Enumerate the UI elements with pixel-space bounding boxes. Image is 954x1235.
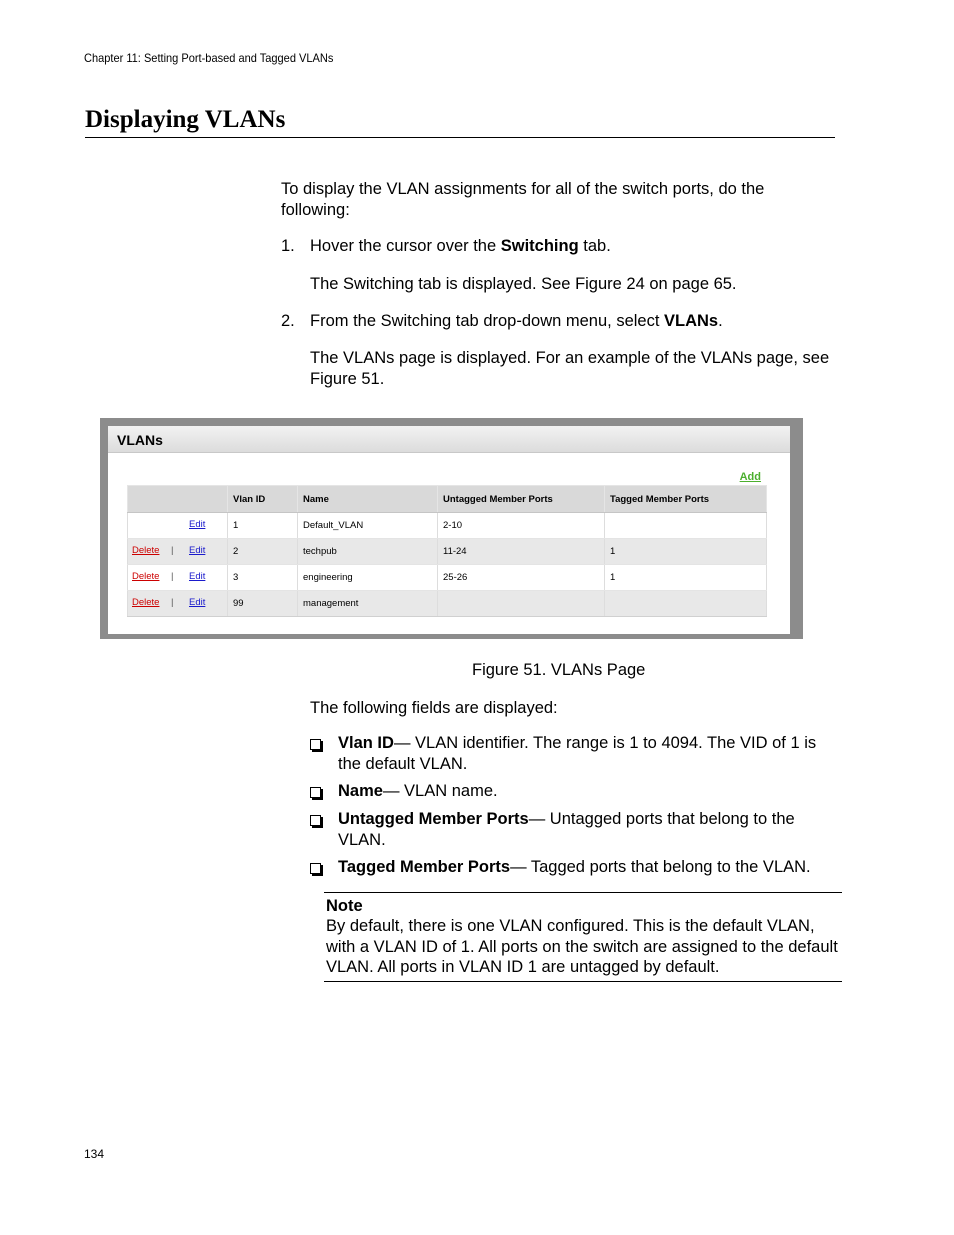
step-text: From the Switching tab drop-down menu, select VLANs. xyxy=(310,312,723,330)
vlans-panel xyxy=(108,426,790,634)
vlan-id-cell: 99 xyxy=(228,591,298,617)
checkbox-bullet-icon xyxy=(310,787,321,798)
vlan-id-cell: 1 xyxy=(228,513,298,539)
name-cell: Default_VLAN xyxy=(298,513,438,539)
note-title: Note xyxy=(326,897,363,915)
name-cell: engineering xyxy=(298,565,438,591)
field-item-tagged xyxy=(310,857,840,878)
field-item-vlan-id xyxy=(310,733,840,774)
fields-intro: The following fields are displayed: xyxy=(310,699,558,717)
column-header-name: Name xyxy=(298,486,438,513)
chapter-header: Chapter 11: Setting Port-based and Tagged VLANs xyxy=(84,51,334,65)
tagged-cell xyxy=(605,591,767,617)
edit-link[interactable]: Edit xyxy=(189,571,206,582)
checkbox-bullet-icon xyxy=(310,739,321,750)
field-item-untagged xyxy=(310,809,840,850)
note-box xyxy=(324,892,842,982)
vlan-table xyxy=(127,485,767,617)
actions-cell xyxy=(128,539,228,565)
delete-link[interactable]: Delete xyxy=(132,545,160,556)
link-separator: | xyxy=(171,571,174,582)
vlan-id-cell: 3 xyxy=(228,565,298,591)
note-text: By default, there is one VLAN configured. This is the default VLAN, with a VLAN ID of 1. All ports on the switch are assigned to the default VLAN. All ports in VLAN ID 1 are untagged by default. xyxy=(326,917,838,976)
tagged-cell xyxy=(605,513,767,539)
figure-caption: Figure 51. VLANs Page xyxy=(472,661,646,679)
link-separator: | xyxy=(171,597,174,608)
tagged-cell: 1 xyxy=(605,539,767,565)
untagged-cell: 11-24 xyxy=(438,539,605,565)
untagged-cell xyxy=(438,591,605,617)
vlans-figure xyxy=(100,418,803,639)
table-row xyxy=(128,539,767,565)
column-header-vlan-id: Vlan ID xyxy=(228,486,298,513)
page-number: 134 xyxy=(84,1147,105,1161)
checkbox-bullet-icon xyxy=(310,863,321,874)
column-header-untagged: Untagged Member Ports xyxy=(438,486,605,513)
intro-paragraph: To display the VLAN assignments for all of the switch ports, do the following: xyxy=(281,180,765,219)
name-cell: techpub xyxy=(298,539,438,565)
field-text: Untagged Member Ports— Untagged ports that belong to the VLAN. xyxy=(338,810,795,849)
step-number: 1. xyxy=(281,237,295,255)
field-text: Name— VLAN name. xyxy=(338,782,498,800)
step-2 xyxy=(281,311,841,332)
untagged-cell: 2-10 xyxy=(438,513,605,539)
delete-link[interactable]: Delete xyxy=(132,571,160,582)
column-header-tagged: Tagged Member Ports xyxy=(605,486,767,513)
actions-cell xyxy=(128,591,228,617)
vlan-id-cell: 2 xyxy=(228,539,298,565)
panel-title-bar xyxy=(108,426,790,453)
edit-link[interactable]: Edit xyxy=(189,597,206,608)
actions-cell xyxy=(128,513,228,539)
actions-cell xyxy=(128,565,228,591)
table-row xyxy=(128,591,767,617)
step-1-result: The Switching tab is displayed. See Figure 24 on page 65. xyxy=(310,275,737,293)
step-text: Hover the cursor over the Switching tab. xyxy=(310,237,611,255)
field-text: Tagged Member Ports— Tagged ports that belong to the VLAN. xyxy=(338,858,811,876)
table-row xyxy=(128,565,767,591)
edit-link[interactable]: Edit xyxy=(189,545,206,556)
panel-title: VLANs xyxy=(117,432,163,448)
section-title: Displaying VLANs xyxy=(85,106,835,138)
step-1 xyxy=(281,236,841,257)
name-cell: management xyxy=(298,591,438,617)
step-2-result: The VLANs page is displayed. For an example of the VLANs page, see Figure 51. xyxy=(310,349,830,388)
add-link[interactable]: Add xyxy=(739,471,761,483)
column-header-actions xyxy=(128,486,228,513)
delete-link[interactable]: Delete xyxy=(132,597,160,608)
table-header-row xyxy=(128,486,767,513)
table-row xyxy=(128,513,767,539)
link-separator: | xyxy=(171,545,174,556)
edit-link[interactable]: Edit xyxy=(189,519,206,530)
step-number: 2. xyxy=(281,312,295,330)
tagged-cell: 1 xyxy=(605,565,767,591)
untagged-cell: 25-26 xyxy=(438,565,605,591)
field-text: Vlan ID— VLAN identifier. The range is 1 to 4094. The VID of 1 is the default VLAN. xyxy=(338,734,817,773)
field-item-name xyxy=(310,781,840,802)
checkbox-bullet-icon xyxy=(310,815,321,826)
